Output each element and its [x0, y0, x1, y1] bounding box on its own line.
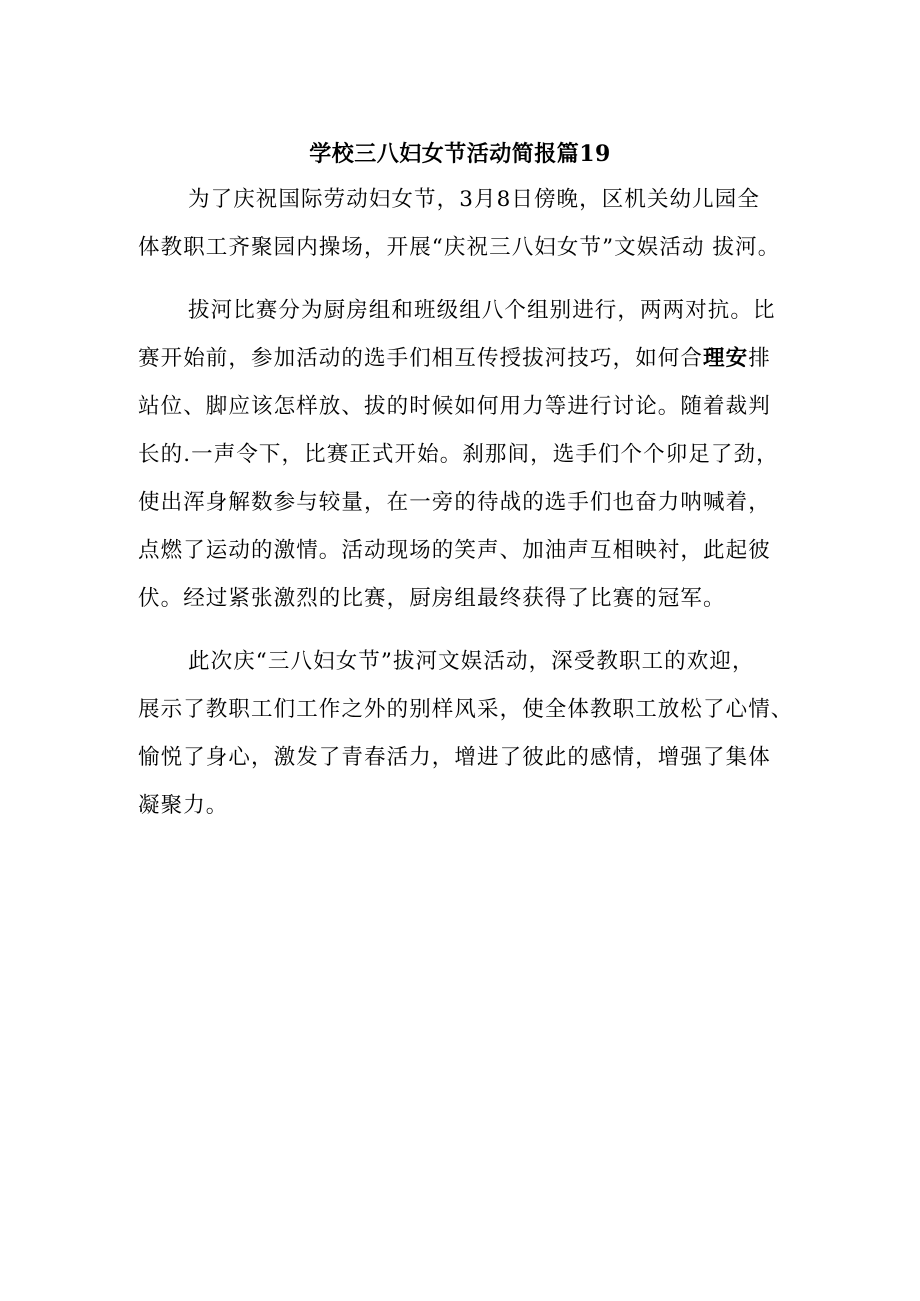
paragraph-line: 伏。经过紧张激烈的比赛，厨房组最终获得了比赛的冠军。: [138, 586, 726, 611]
paragraph-line: 拔河比赛分为厨房组和班级组八个组别进行，两两对抗。比: [188, 298, 776, 323]
line-text: 排: [748, 346, 771, 371]
paragraph-line: 点燃了运动的激情。活动现场的笑声、加油声互相映衬，此起彼: [138, 538, 771, 563]
paragraph-line: 愉悦了身心，激发了青春活力，增进了彼此的感情，增强了集体: [138, 745, 771, 770]
document-title: 学校三八妇女节活动简报篇19: [309, 141, 611, 167]
paragraph-line: 使出浑身解数参与较量，在一旁的待战的选手们也奋力呐喊着，: [138, 490, 771, 515]
paragraph-line: 体教职工齐聚园内操场，开展“庆祝三八妇女节”文娱活动 拔河。: [138, 235, 781, 260]
bold-text: 理安: [703, 346, 749, 371]
paragraph-line: 凝聚力。: [138, 793, 229, 818]
paragraph-line: 长的.一声令下，比赛正式开始。刹那间，选手们个个卯足了劲，: [138, 442, 779, 467]
paragraph-line: [138, 345, 771, 373]
paragraph-line: 为了庆祝国际劳动妇女节，3月8日傍晚，区机关幼儿园全: [188, 187, 760, 212]
paragraph-line: 站位、脚应该怎样放、拔的时候如何用力等进行讨论。随着裁判: [138, 394, 771, 419]
line-text: 赛开始前，参加活动的选手们相互传授拔河技巧，如何合: [138, 346, 704, 371]
paragraph-line: 展示了教职工们工作之外的别样风采，使全体教职工放松了心情、: [138, 697, 794, 722]
paragraph-line: 此次庆“三八妇女节”拔河文娱活动，深受教职工的欢迎，: [188, 649, 755, 674]
